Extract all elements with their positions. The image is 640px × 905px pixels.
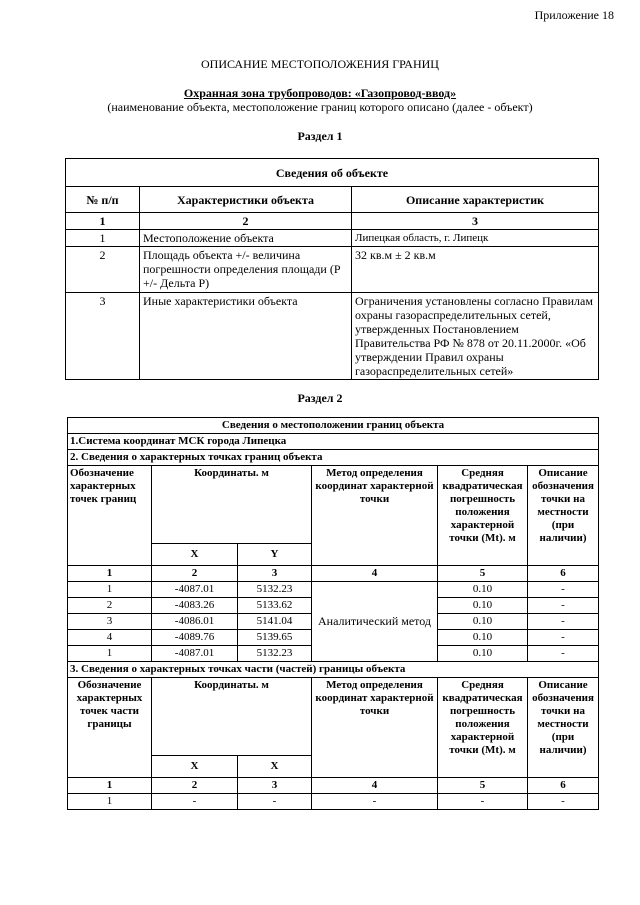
col-part-point-designation: Обозначение характерных точек части границы (68, 678, 152, 778)
col-description: Описание обозначения точки на местности (при наличии) (528, 466, 599, 566)
table2-idx: 1 (68, 566, 152, 582)
point-error: 0.10 (438, 646, 528, 662)
col-part-description: Описание обозначения точки на местности (при наличии) (528, 678, 599, 778)
col-part-method: Метод определения координат характерной точки (312, 678, 438, 778)
part-points-heading: 3. Сведения о характерных точках части (частей) границы объекта (68, 662, 599, 678)
point-description: - (528, 630, 599, 646)
part-point-description: - (528, 794, 599, 810)
row-number: 3 (66, 293, 140, 380)
table-row (66, 247, 599, 293)
col-method: Метод определения координат характерной точки (312, 466, 438, 566)
part-point-y: - (238, 794, 312, 810)
row-number: 2 (66, 247, 140, 293)
section-2-heading: Раздел 2 (297, 391, 343, 405)
point-x: -4089.76 (152, 630, 238, 646)
col-x: X (152, 544, 238, 566)
point-number: 4 (68, 630, 152, 646)
col-part-error: Средняя квадратическая погрешность положения характерной точки (Mt). м (438, 678, 528, 778)
point-number: 2 (68, 598, 152, 614)
part-point-number: 1 (68, 794, 152, 810)
document-title: ОПИСАНИЕ МЕСТОПОЛОЖЕНИЯ ГРАНИЦ (201, 57, 439, 71)
table1-idx: 2 (140, 213, 352, 230)
part-point-error: - (438, 794, 528, 810)
point-description: - (528, 582, 599, 598)
table1-title: Сведения об объекте (66, 159, 599, 187)
point-number: 1 (68, 646, 152, 662)
point-y: 5132.23 (238, 582, 312, 598)
table2-part-idx: 3 (238, 778, 312, 794)
table2-idx: 5 (438, 566, 528, 582)
table1-idx: 1 (66, 213, 140, 230)
col-part-x-second: X (238, 756, 312, 778)
row-value: 32 кв.м ± 2 кв.м (352, 247, 599, 293)
part-point-x: - (152, 794, 238, 810)
col-part-x: X (152, 756, 238, 778)
table2-title: Сведения о местоположении границ объекта (68, 418, 599, 434)
table1-col-num: № п/п (66, 187, 140, 213)
table1-col-char: Характеристики объекта (140, 187, 352, 213)
point-x: -4087.01 (152, 582, 238, 598)
point-y: 5139.65 (238, 630, 312, 646)
table2-part-idx: 6 (528, 778, 599, 794)
table2-idx: 2 (152, 566, 238, 582)
point-error: 0.10 (438, 614, 528, 630)
point-number: 1 (68, 582, 152, 598)
point-description: - (528, 614, 599, 630)
object-name-text: Охранная зона трубопроводов: «Газопровод-ввод» (183, 86, 457, 100)
table2-part-idx: 2 (152, 778, 238, 794)
point-y: 5132.23 (238, 646, 312, 662)
row-characteristic: Местоположение объекта (140, 230, 352, 247)
row-characteristic: Иные характеристики объекта (140, 293, 352, 380)
part-point-method: - (312, 794, 438, 810)
object-info-table (65, 158, 599, 380)
col-error: Средняя квадратическая погрешность положения характерной точки (Mt). м (438, 466, 528, 566)
method-value: Аналитический метод (312, 582, 438, 662)
row-number: 1 (66, 230, 140, 247)
row-value: Ограничения установлены согласно Правилам охраны газораспределительных сетей, утвержденных Постановлением Правительства РФ № 878 от 20.11.2000г. «Об утверждении Правил охраны газораспределительных сетей» (352, 293, 599, 380)
table1-col-desc: Описание характеристик (352, 187, 599, 213)
col-y: Y (238, 544, 312, 566)
table2-part-idx: 4 (312, 778, 438, 794)
table1-idx: 3 (352, 213, 599, 230)
point-description: - (528, 646, 599, 662)
point-number: 3 (68, 614, 152, 630)
table-row (66, 293, 599, 380)
point-description: - (528, 598, 599, 614)
table2-part-idx: 1 (68, 778, 152, 794)
table2-idx: 3 (238, 566, 312, 582)
point-y: 5133.62 (238, 598, 312, 614)
point-x: -4083.26 (152, 598, 238, 614)
col-point-designation: Обозначение характерных точек границ (68, 466, 152, 566)
table-row (68, 582, 599, 598)
point-error: 0.10 (438, 598, 528, 614)
col-coordinates: Координаты. м (152, 466, 312, 544)
object-name-caption: (наименование объекта, местоположение границ которого описано (далее - объект) (107, 100, 533, 114)
point-x: -4086.01 (152, 614, 238, 630)
boundary-location-table (67, 417, 599, 810)
object-name (0, 86, 640, 101)
table-row (68, 794, 599, 810)
point-error: 0.10 (438, 582, 528, 598)
point-y: 5141.04 (238, 614, 312, 630)
coordinate-system-row: 1.Система координат МСК города Липецка (68, 434, 599, 450)
table2-part-idx: 5 (438, 778, 528, 794)
appendix-label: Приложение 18 (534, 8, 614, 22)
table2-idx: 6 (528, 566, 599, 582)
table2-idx: 4 (312, 566, 438, 582)
point-x: -4087.01 (152, 646, 238, 662)
row-value: Липецкая область, г. Липецк (352, 230, 599, 247)
table-row (66, 230, 599, 247)
col-part-coordinates: Координаты. м (152, 678, 312, 756)
row-characteristic: Площадь объекта +/- величина погрешности определения площади (Р +/- Дельта Р) (140, 247, 352, 293)
boundary-points-heading: 2. Сведения о характерных точках границ объекта (68, 450, 599, 466)
section-1-heading: Раздел 1 (297, 129, 343, 143)
point-error: 0.10 (438, 630, 528, 646)
